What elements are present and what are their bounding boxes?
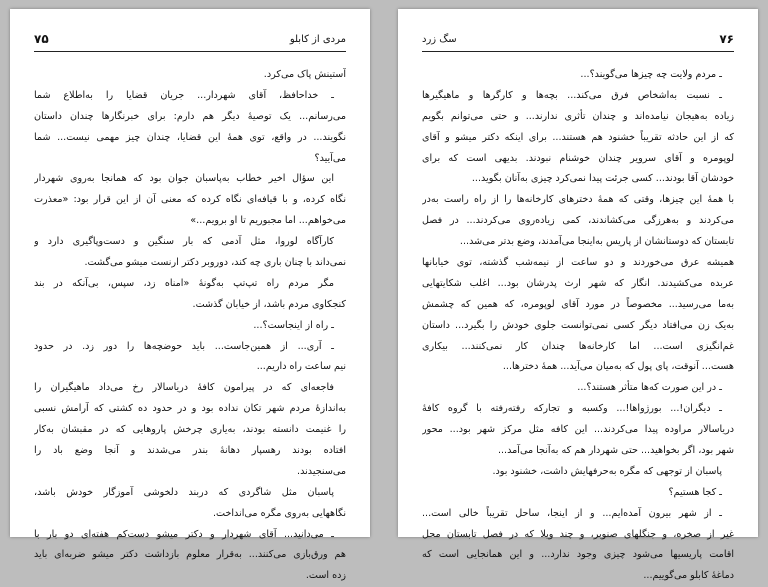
text-line: ـ راه از اینجاست؟... bbox=[253, 319, 334, 331]
text-line: غیر از صخره، و جنگلهای صنوبر، و چند ویلا که در فصل تابستان محل bbox=[422, 528, 734, 540]
left-page-number: ۷۵ bbox=[34, 32, 49, 46]
text-line: ـ در این صورت که‌ها متأثر هستند؟... bbox=[577, 382, 722, 394]
text-line: آستینش پاک می‌کرد. bbox=[263, 69, 346, 80]
right-page-body bbox=[422, 65, 734, 587]
left-page-body bbox=[34, 65, 346, 587]
text-line: ـ دیگران!... بورژواها!... وکسبه و تجارکه رفته‌رفته با گروه کافهٔ bbox=[422, 403, 722, 415]
text-line: می‌رسانم... یک توصیهٔ دیگر هم دارم: برای خبرنگارها چندان داستان bbox=[34, 110, 346, 122]
text-line: پاسبان مثل شاگردی که دربند دلخوشی آموزگار خودش باشد، bbox=[34, 486, 334, 498]
left-page-header bbox=[34, 31, 346, 52]
text-line: زیاده به‌هیجان نیامده‌اند و چندان تأثری ندارند... و حتی می‌توانم بگویم bbox=[422, 110, 734, 122]
text-line: که از این حادثه تقریباً خشنود هم هستند... برای اینکه دکتر میشو و آقای bbox=[422, 131, 734, 143]
text-line: ـ خداحافظ، آقای شهردار... جریان قضایا را به‌اطلاع شما bbox=[34, 89, 334, 101]
text-line: تابستان که دوستانشان از پاریس به‌اینجا می‌آمدند، وضع بدتر می‌شد... bbox=[459, 236, 734, 248]
text-line: نگاههایی به‌روی مگره می‌انداخت. bbox=[212, 507, 346, 519]
text-line: افتاده بودند رهسپار دهانهٔ بندر می‌شدند و آنجا وضع باد را bbox=[34, 445, 346, 457]
text-line: دریاسالار مراوده پیدا می‌کردند... این کافه مثل مرکز شهر بود... محور bbox=[422, 424, 734, 436]
text-line: ـ نسبت به‌اشخاص فرق می‌کند... بچه‌ها و کارگرها و ماهیگیرها bbox=[422, 89, 722, 101]
text-line: نگاه کرده، و با قیافه‌ای نگاه کرده که معنی آن از این قرار بود: «معذرت bbox=[34, 194, 346, 206]
right-page bbox=[398, 9, 758, 582]
text-line: همیشه عرق می‌خوردند و دو ساعت از نیمه‌شب گذشته، توی خیابانها bbox=[422, 257, 734, 269]
left-running-title: مردی از کابلو bbox=[289, 34, 346, 45]
text-line: لوپومره و آقای سرویر چندان خوشنام نبودند. بدیهی است که برای bbox=[422, 152, 734, 164]
text-line: می‌خواهم... اما مجبوریم تا او برویم...» bbox=[190, 215, 346, 227]
text-line: ـ مردم ولایت چه چیزها می‌گویند؟... bbox=[580, 69, 722, 80]
right-running-title: سگ زرد bbox=[422, 34, 457, 45]
text-line: دماغهٔ کابلو می‌گوییم... bbox=[643, 570, 734, 582]
text-line: شهر بود، اگر بخواهید... حتی شهردار هم که به‌آنجا می‌آمد... bbox=[497, 445, 734, 457]
text-line: ـ کجا هستیم؟ bbox=[668, 486, 722, 498]
text-line: می‌آیید؟ bbox=[314, 152, 346, 164]
text-line: هست... آنوقت، پای پول که به‌میان می‌آید... همهٔ دخترها... bbox=[502, 361, 734, 373]
text-line: ـ می‌دانید... آقای شهردار و دکتر میشو دست‌کم هفته‌ای دو بار با bbox=[34, 528, 334, 540]
left-page bbox=[10, 9, 370, 582]
text-line: غم‌انگیزی است... اما کارخانه‌ها چندان کار نمی‌کنند... بیکاری bbox=[422, 340, 734, 352]
text-line: هم ورق‌بازی می‌کنند... به‌قرار معلوم بازداشت دکتر میشو ضربه‌ای باید bbox=[34, 549, 346, 561]
text-line: به‌ما می‌رسید... مخصوصاً در مورد آقای لوپومره، که همین که چشمش bbox=[422, 298, 734, 310]
text-line: خودشان آقا بودند... کسی جرئت پیدا نمی‌کرد چیزی به‌آنان بگوید... bbox=[471, 173, 734, 185]
text-line: نمی‌داند با چنان باری چه کند، دوروبر دکتر ارنست میشو می‌گشت. bbox=[84, 257, 346, 269]
text-line: می‌سنجیدند. bbox=[297, 465, 346, 477]
text-line: کنجکاوی مردم باشد، از خیابان گذشت. bbox=[192, 298, 346, 310]
right-page-header bbox=[422, 31, 734, 52]
text-line: پاسبان از توجهی که مگره به‌حرفهایش داشت، خشنود بود. bbox=[492, 465, 722, 477]
text-line: زده است. bbox=[305, 570, 346, 582]
text-line: با همهٔ این چیزها، وقتی که همهٔ دخترهای کارخانه‌ها را از راه راست به‌در bbox=[422, 194, 734, 206]
text-line: ـ از شهر بیرون آمده‌ایم... و از اینجا، ساحل تقریباً خالی است... bbox=[422, 507, 722, 519]
text-line: به‌یک زن می‌افتاد دیگر کسی نمی‌توانست جلوی خودش را بگیرد... داستان bbox=[422, 319, 734, 331]
text-line: ـ آری... از همین‌جاست... باید حوضچه‌ها را دور زد. در حدود bbox=[34, 340, 334, 352]
text-line: اقامت پاریسیها می‌شود چیزی وجود ندارد... و این همانجایی است که bbox=[422, 549, 734, 561]
text-line: فاجعه‌ای که در پیرامون کافهٔ دریاسالار رخ می‌داد ماهیگیران را bbox=[34, 382, 334, 394]
text-line: عربده می‌کشیدند. انگار که شهر ارث پدرشان بود... اغلب شکایتهایی bbox=[422, 277, 734, 289]
text-line: نگویند... در واقع، توی همهٔ این قضایا، چندان چیز مهمی نیست... شما bbox=[34, 131, 346, 143]
text-line: کارآگاه لوروا، مثل آدمی که بار سنگین و دست‌وپاگیری دارد و bbox=[34, 236, 334, 248]
text-line: نیم ساعت راه داریم... bbox=[256, 361, 346, 373]
text-line: این سؤال اخیر خطاب به‌پاسبان جوان بود که همانجا به‌روی شهردار bbox=[34, 173, 334, 185]
right-page-number: ۷۶ bbox=[719, 32, 734, 46]
text-line: به‌اندازهٔ مردم شهر تکان نداده بود و در حدود ده کشتی که آرامش نسبی bbox=[34, 403, 346, 415]
text-line: مگر مردم راه تپ‌تپ به‌گونهٔ «امناه زد، سپس، بی‌آنکه در بند bbox=[34, 277, 334, 289]
text-line: می‌کردند و به‌هرزگی می‌کشاندند، کمی زیاده‌روی می‌کردند... در فصل bbox=[422, 215, 734, 227]
text-line: را غنیمت دانسته بودند، به‌یاری چرخش پاروهایی که در مقبشان به‌کار bbox=[34, 424, 346, 436]
